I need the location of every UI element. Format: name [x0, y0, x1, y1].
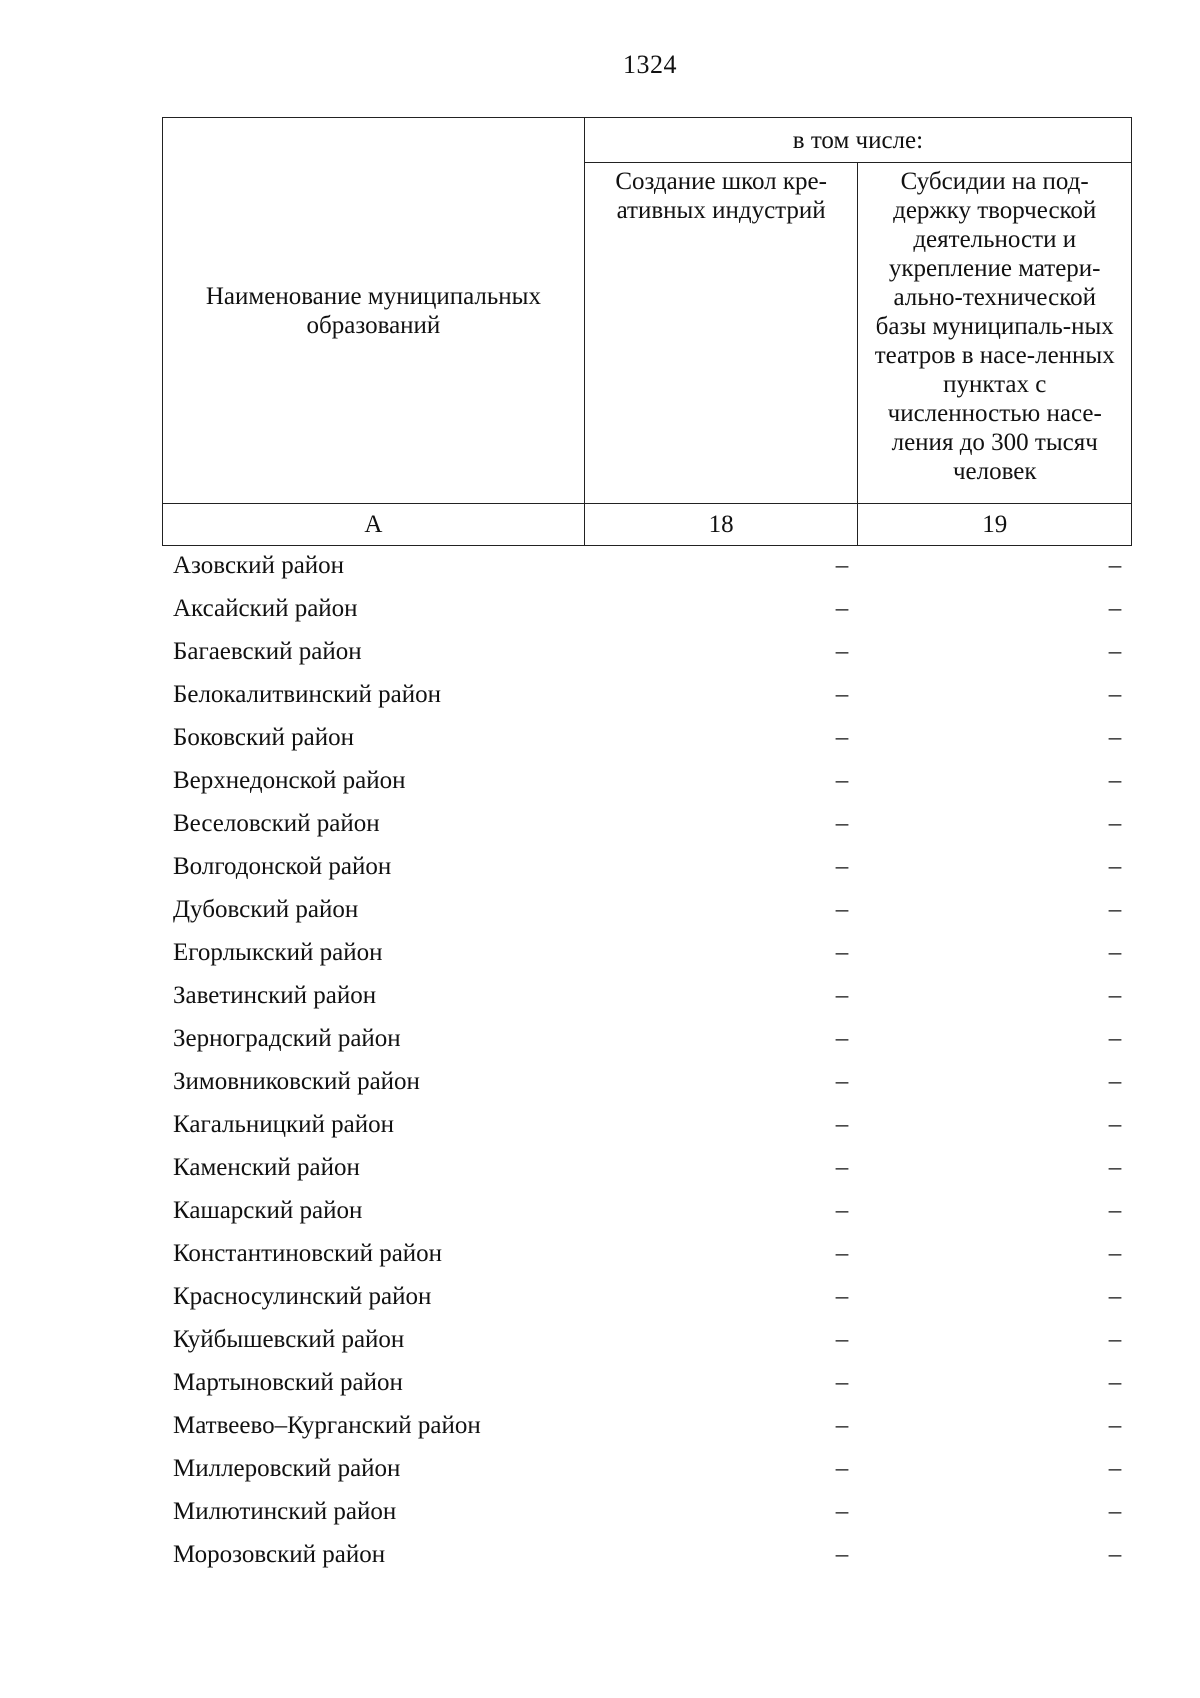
row-name: Белокалитвинский район — [173, 681, 441, 708]
row-value-18: – — [835, 724, 849, 751]
row-name: Кагальницкий район — [173, 1111, 395, 1138]
row-name: Матвеево–Курганский район — [173, 1412, 481, 1439]
row-value-19: – — [1108, 1197, 1122, 1224]
table-header — [162, 117, 1132, 546]
row-name: Куйбышевский район — [173, 1326, 405, 1353]
row-value-18: – — [835, 939, 849, 966]
table-row — [162, 1232, 1132, 1275]
table-row — [162, 1103, 1132, 1146]
row-value-18: – — [835, 1154, 849, 1181]
row-name: Мартыновский район — [173, 1369, 403, 1396]
table-row — [162, 1447, 1132, 1490]
table-row — [162, 630, 1132, 673]
row-name: Зерноградский район — [173, 1025, 401, 1052]
row-value-18: – — [835, 1369, 849, 1396]
row-name: Дубовский район — [173, 896, 359, 923]
row-value-19: – — [1108, 1240, 1122, 1267]
row-value-19: – — [1108, 681, 1122, 708]
row-name: Заветинский район — [173, 982, 377, 1009]
table-row — [162, 673, 1132, 716]
row-value-18: – — [835, 982, 849, 1009]
table-row — [162, 1017, 1132, 1060]
row-value-19: – — [1108, 1369, 1122, 1396]
table-row — [162, 1146, 1132, 1189]
column-group-header: в том числе: — [584, 118, 1131, 163]
table-row — [162, 1275, 1132, 1318]
table-row — [162, 802, 1132, 845]
row-value-18: – — [835, 1498, 849, 1525]
row-name: Егорлыкский район — [173, 939, 383, 966]
row-value-18: – — [835, 1541, 849, 1568]
row-name: Константиновский район — [173, 1240, 443, 1267]
row-value-18: – — [835, 681, 849, 708]
row-value-18: – — [835, 1111, 849, 1138]
column-index-18: 18 — [584, 504, 858, 546]
row-value-19: – — [1108, 810, 1122, 837]
row-value-18: – — [835, 552, 849, 579]
table-row — [162, 1318, 1132, 1361]
row-value-19: – — [1108, 1068, 1122, 1095]
table-row — [162, 1189, 1132, 1232]
row-value-18: – — [835, 1025, 849, 1052]
row-value-18: – — [835, 810, 849, 837]
row-name: Волгодонской район — [173, 853, 392, 880]
row-name: Милютинский район — [173, 1498, 397, 1525]
table-row — [162, 931, 1132, 974]
row-value-19: – — [1108, 1541, 1122, 1568]
table-body — [162, 544, 1132, 1576]
row-value-18: – — [835, 1197, 849, 1224]
row-value-18: – — [835, 853, 849, 880]
table-row — [162, 1490, 1132, 1533]
row-value-18: – — [835, 1455, 849, 1482]
row-value-19: – — [1108, 1154, 1122, 1181]
row-value-19: – — [1108, 1455, 1122, 1482]
row-value-18: – — [835, 1326, 849, 1353]
column-header-name: Наименование муниципальных образований — [163, 118, 585, 504]
row-name: Зимовниковский район — [173, 1068, 420, 1095]
row-name: Кашарский район — [173, 1197, 363, 1224]
table-row — [162, 716, 1132, 759]
row-value-18: – — [835, 1240, 849, 1267]
row-value-19: – — [1108, 1412, 1122, 1439]
row-value-19: – — [1108, 1326, 1122, 1353]
row-value-19: – — [1108, 767, 1122, 794]
row-value-19: – — [1108, 1025, 1122, 1052]
column-index-19: 19 — [858, 504, 1132, 546]
row-value-19: – — [1108, 939, 1122, 966]
row-value-19: – — [1108, 1283, 1122, 1310]
page-number: 1324 — [623, 50, 677, 79]
table-row — [162, 1404, 1132, 1447]
table-row — [162, 845, 1132, 888]
table-row — [162, 544, 1132, 587]
table-row — [162, 587, 1132, 630]
row-value-18: – — [835, 1283, 849, 1310]
row-value-18: – — [835, 595, 849, 622]
row-value-19: – — [1108, 595, 1122, 622]
row-value-19: – — [1108, 896, 1122, 923]
row-name: Миллеровский район — [173, 1455, 401, 1482]
row-value-18: – — [835, 1068, 849, 1095]
row-value-19: – — [1108, 1498, 1122, 1525]
row-value-19: – — [1108, 853, 1122, 880]
row-name: Каменский район — [173, 1154, 360, 1181]
row-value-19: – — [1108, 638, 1122, 665]
row-name: Красносулинский район — [173, 1283, 432, 1310]
column-index-a: А — [163, 504, 585, 546]
row-name: Верхнедонской район — [173, 767, 406, 794]
row-value-18: – — [835, 896, 849, 923]
row-value-19: – — [1108, 552, 1122, 579]
row-value-18: – — [835, 1412, 849, 1439]
row-name: Боковский район — [173, 724, 354, 751]
row-value-19: – — [1108, 724, 1122, 751]
table-row — [162, 888, 1132, 931]
row-name: Азовский район — [173, 552, 345, 579]
row-name: Аксайский район — [173, 595, 358, 622]
column-header-19: Субсидии на под-держку творческой деятельности и укрепление матери-ально-технической базы муниципаль-ных театров в насе-ленных пунктах с численностью насе-ления до 300 тысяч человек — [858, 163, 1132, 504]
row-value-18: – — [835, 767, 849, 794]
table-row — [162, 1060, 1132, 1103]
table-row — [162, 974, 1132, 1017]
row-value-18: – — [835, 638, 849, 665]
table-row — [162, 759, 1132, 802]
row-name: Веселовский район — [173, 810, 380, 837]
row-value-19: – — [1108, 982, 1122, 1009]
table-row — [162, 1533, 1132, 1576]
table-row — [162, 1361, 1132, 1404]
row-name: Морозовский район — [173, 1541, 386, 1568]
row-value-19: – — [1108, 1111, 1122, 1138]
column-header-18: Создание школ кре-ативных индустрий — [584, 163, 858, 504]
row-name: Багаевский район — [173, 638, 362, 665]
